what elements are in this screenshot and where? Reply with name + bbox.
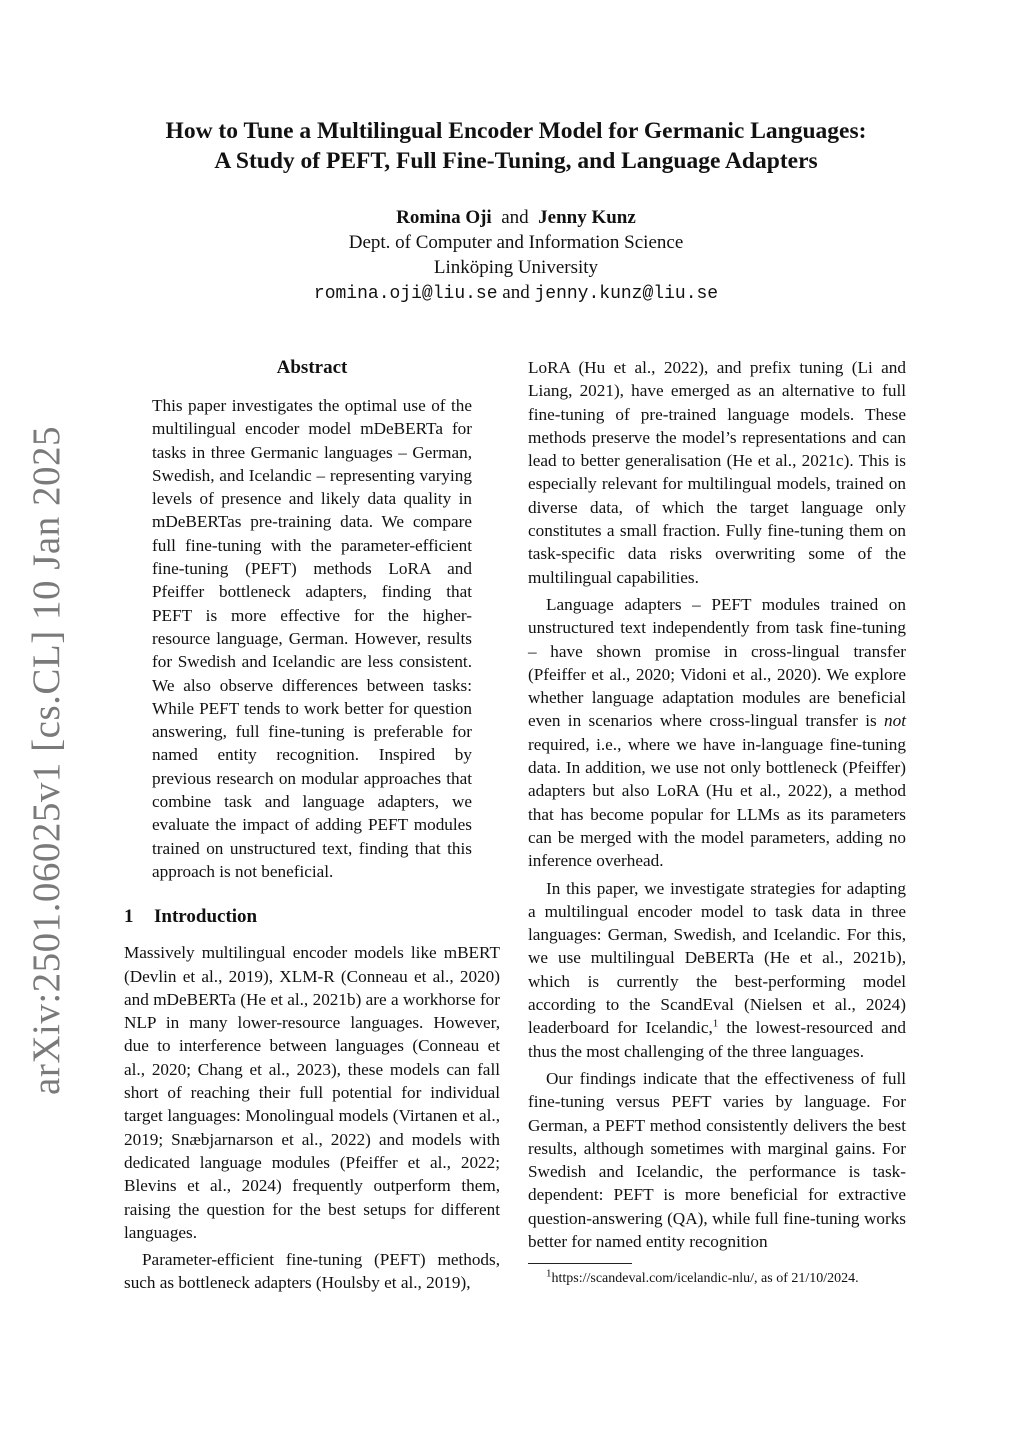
author-conjunction: and — [501, 207, 529, 228]
paragraph-2-text-a: Language adapters – PEFT modules trained on unstructured text independently from task fine-tuning – have shown promise in cross-lingual transfer (Pfeiffer et al., 2020; Vidoni et al., 2020). We explore whether language adaptation modules are beneficial even in scenarios where cross-lingual transfer is — [528, 594, 906, 731]
author-1: Romina Oji — [396, 207, 492, 228]
abstract-heading: Abstract — [276, 357, 348, 378]
right-paragraph-2 — [528, 593, 906, 873]
author-block — [110, 205, 922, 307]
paragraph-2-text-b: required, i.e., where we have in-language fine-tuning data. In addition, we use not only bottleneck (Pfeiffer) adapters but also LoRA (Hu et al., 2022), a method that has become popular for LLMs as its parameters can be merged with the model parameters, adding no inference overhead. — [528, 734, 906, 871]
email-conjunction: and — [502, 282, 530, 303]
paragraph-3-text-b: the lowest-resourced and thus the most challenging of the three languages. — [528, 1018, 906, 1061]
author-2: Jenny Kunz — [538, 207, 636, 228]
email-1: romina.oji@liu.se — [313, 284, 498, 304]
left-column — [124, 356, 500, 1295]
email-2: jenny.kunz@liu.se — [534, 284, 719, 304]
section-title: Introduction — [154, 906, 258, 928]
author-department: Dept. of Computer and Information Science — [348, 232, 684, 253]
author-emails — [110, 280, 922, 307]
section-heading-introduction — [124, 905, 500, 929]
intro-paragraph-1: Massively multilingual encoder models like mBERT (Devlin et al., 2019), XLM-R (Conneau et al., 2020) and mDeBERTa (He et al., 2021b) are a workhorse for NLP in many lower-resource languages. However, due to interference between languages (Conneau et al., 2020; Chang et al., 2023), these models can fall short of reaching their full potential for individual target languages: Monolingual models (Virtanen et al., 2019; Snæbjarnarson et al., 2022) and models with dedicated language modules (Pfeiffer et al., 2022; Blevins et al., 2024) frequently outperform them, raising the question for the best setups for different languages. — [124, 943, 500, 1242]
arxiv-id-text: arXiv:2501.06025v1 [cs.CL] 10 Jan 2025 — [24, 425, 68, 1095]
intro-paragraph-2: Parameter-efficient fine-tuning (PEFT) methods, such as bottleneck adapters (Houlsby et al., 2019), — [124, 1250, 500, 1293]
title-line-1: How to Tune a Multilingual Encoder Model for Germanic Languages: — [165, 118, 867, 144]
right-paragraph-4: Our findings indicate that the effectiveness of full fine-tuning versus PEFT varies by language. For German, a PEFT method consistently delivers the best results, although sometimes with marginal gains. For Swedish and Icelandic, the performance is task-dependent: PEFT is more beneficial for extractive question-answering (QA), while full fine-tuning works better for named entity recognition — [528, 1068, 906, 1251]
right-paragraph-3 — [528, 877, 906, 1063]
author-names — [110, 205, 922, 230]
footnote-mark: 1 — [546, 1267, 552, 1280]
paper-title — [110, 116, 922, 176]
right-column — [528, 356, 906, 1288]
footnote-divider — [528, 1263, 632, 1264]
footnote-reference: 1 — [712, 1017, 719, 1030]
arxiv-identifier-stamp — [22, 425, 70, 1095]
emphasis-not: not — [884, 711, 906, 731]
abstract-body: This paper investigates the optimal use of the multilingual encoder model mDeBERTa for tasks in three Germanic languages – German, Swedish, and Icelandic – representing varying levels of presence and likely data quality in mDeBERTas pre-training data. We compare full fine-tuning with the parameter-efficient fine-tuning (PEFT) methods LoRA and Pfeiffer bottleneck adapters, finding that PEFT is more effective for the higher-resource language, German. However, results for Swedish and Icelandic are less consistent. We also observe differences between tasks: While PEFT tends to work better for question answering, full fine-tuning is preferable for named entity recognition. Inspired by previous research on modular approaches that combine task and language adapters, we evaluate the impact of adding PEFT modules trained on unstructured text, finding that this approach is not beneficial. — [152, 396, 472, 881]
footnote — [546, 1267, 906, 1288]
footnote-link[interactable]: https://scandeval.com/icelandic-nlu/, as of 21/10/2024. — [551, 1271, 859, 1287]
title-line-2: A Study of PEFT, Full Fine-Tuning, and Language Adapters — [214, 148, 818, 174]
author-university: Linköping University — [433, 257, 599, 278]
paragraph-3-text-a: In this paper, we investigate strategies for adapting a multilingual encoder model to task data in three languages: German, Swedish, and Icelandic. For this, we use multilingual DeBERTa (He et al., 2021b), which is currently the best-performing model according to the ScandEval (Nielsen et al., 2024) leaderboard for Icelandic, — [528, 878, 906, 1038]
right-paragraph-1: LoRA (Hu et al., 2022), and prefix tuning (Li and Liang, 2021), have emerged as an alternative to full fine-tuning of pre-trained language models. These methods preserve the model’s representations and can lead to better generalisation (He et al., 2021c). This is especially relevant for multilingual models, trained on diverse data, of which the target language only constitutes a small fraction. Fully fine-tuning them on task-specific data risks overwriting some of the multilingual capabilities. — [528, 358, 906, 587]
section-number: 1 — [124, 906, 134, 928]
